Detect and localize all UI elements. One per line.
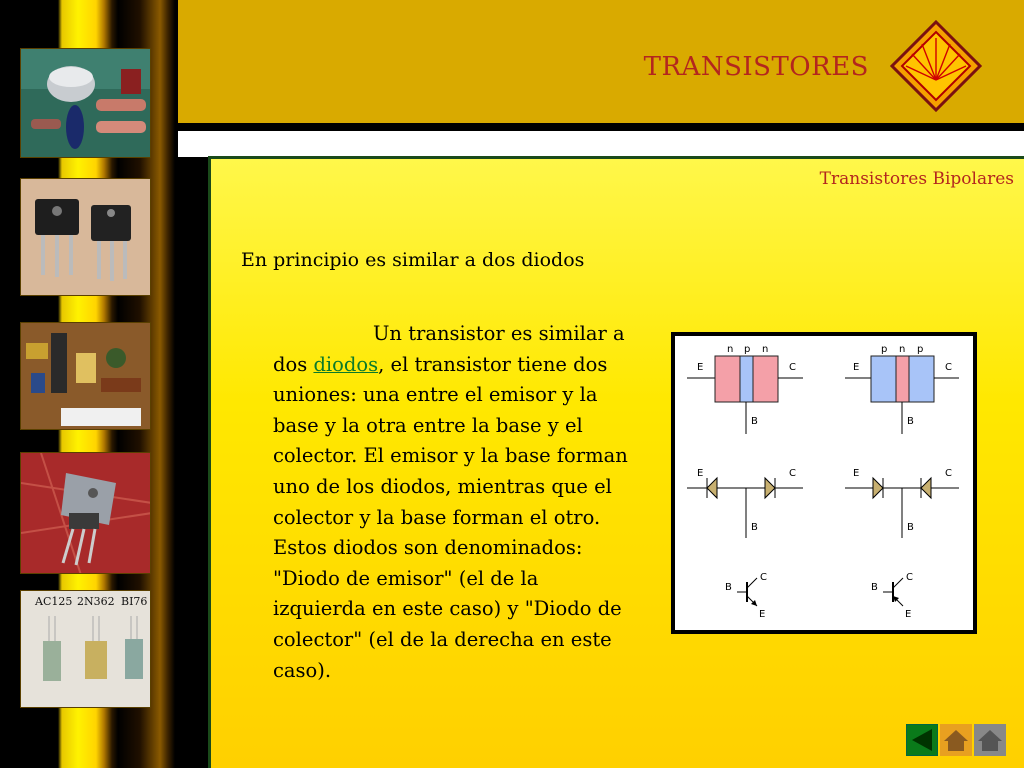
thumbnail-to220-transistor xyxy=(20,452,151,574)
header-separator xyxy=(178,131,1024,157)
navigation-bar xyxy=(906,724,1006,756)
npn-diode-collector-label: C xyxy=(789,468,796,479)
diodos-link[interactable]: diodos xyxy=(313,352,379,376)
pnp-diode-collector-label: C xyxy=(945,468,952,479)
page-title: TRANSISTORES xyxy=(643,52,869,82)
pnp-diode-emitter-label: E xyxy=(853,468,860,479)
home-icon xyxy=(942,726,970,754)
caption-ac125: AC125 xyxy=(35,595,73,608)
npn-diode-base-label: B xyxy=(751,522,758,533)
caption-bi76: BI76 xyxy=(121,595,148,608)
pnp-symbol-collector-label: C xyxy=(906,572,913,583)
body-text-start: Un transistor es similar a dos xyxy=(273,322,625,376)
back-arrow-icon xyxy=(908,726,936,754)
pnp-layer-1: p xyxy=(881,344,888,355)
thumbnail-circuit-board xyxy=(20,48,151,158)
thumbnail-power-transistors xyxy=(20,178,151,296)
pnp-layer-2: n xyxy=(899,344,906,355)
header-bar xyxy=(178,0,1024,127)
npn-emitter-label: E xyxy=(697,362,704,373)
pnp-symbol-base-label: B xyxy=(871,582,878,593)
last-page-button[interactable] xyxy=(974,724,1006,756)
pnp-emitter-label: E xyxy=(853,362,860,373)
sunburst-logo-icon xyxy=(890,20,982,112)
npn-symbol-collector-label: C xyxy=(760,572,767,583)
thumbnail-pcb-components xyxy=(20,322,151,430)
pnp-base-label: B xyxy=(907,416,914,427)
pnp-symbol-emitter-label: E xyxy=(905,609,912,620)
npn-layer-2: p xyxy=(744,344,751,355)
pnp-layer-3: p xyxy=(917,344,924,355)
npn-collector-label: C xyxy=(789,362,796,373)
pnp-diode-base-label: B xyxy=(907,522,914,533)
npn-layer-3: n xyxy=(762,344,769,355)
npn-base-label: B xyxy=(751,416,758,427)
content-heading: En principio es similar a dos diodos xyxy=(241,249,585,271)
home-button[interactable] xyxy=(940,724,972,756)
transistor-diagram xyxy=(671,332,977,634)
body-text-rest: , el transistor tiene dos uniones: una entre el emisor y la base y la otra entre la base y el colector. El emisor y la base forman uno de los diodos, mientras que el colector y la base forman el otro. Estos diodos son denominados: "Diodo de emisor" (el de la izquierda en este caso) y "Diodo de colector" (el de la derecha en este caso). xyxy=(273,352,628,682)
thumbnail-small-transistors xyxy=(20,590,151,708)
npn-layer-1: n xyxy=(727,344,734,355)
back-button[interactable] xyxy=(906,724,938,756)
npn-symbol-base-label: B xyxy=(725,582,732,593)
npn-symbol-emitter-label: E xyxy=(759,609,766,620)
caption-2n362: 2N362 xyxy=(77,595,115,608)
body-paragraph xyxy=(273,319,633,686)
left-decorative-strip xyxy=(0,0,175,768)
last-page-icon xyxy=(976,726,1004,754)
section-subtitle: Transistores Bipolares xyxy=(819,169,1014,189)
npn-diode-emitter-label: E xyxy=(697,468,704,479)
content-panel xyxy=(208,156,1024,768)
pnp-collector-label: C xyxy=(945,362,952,373)
